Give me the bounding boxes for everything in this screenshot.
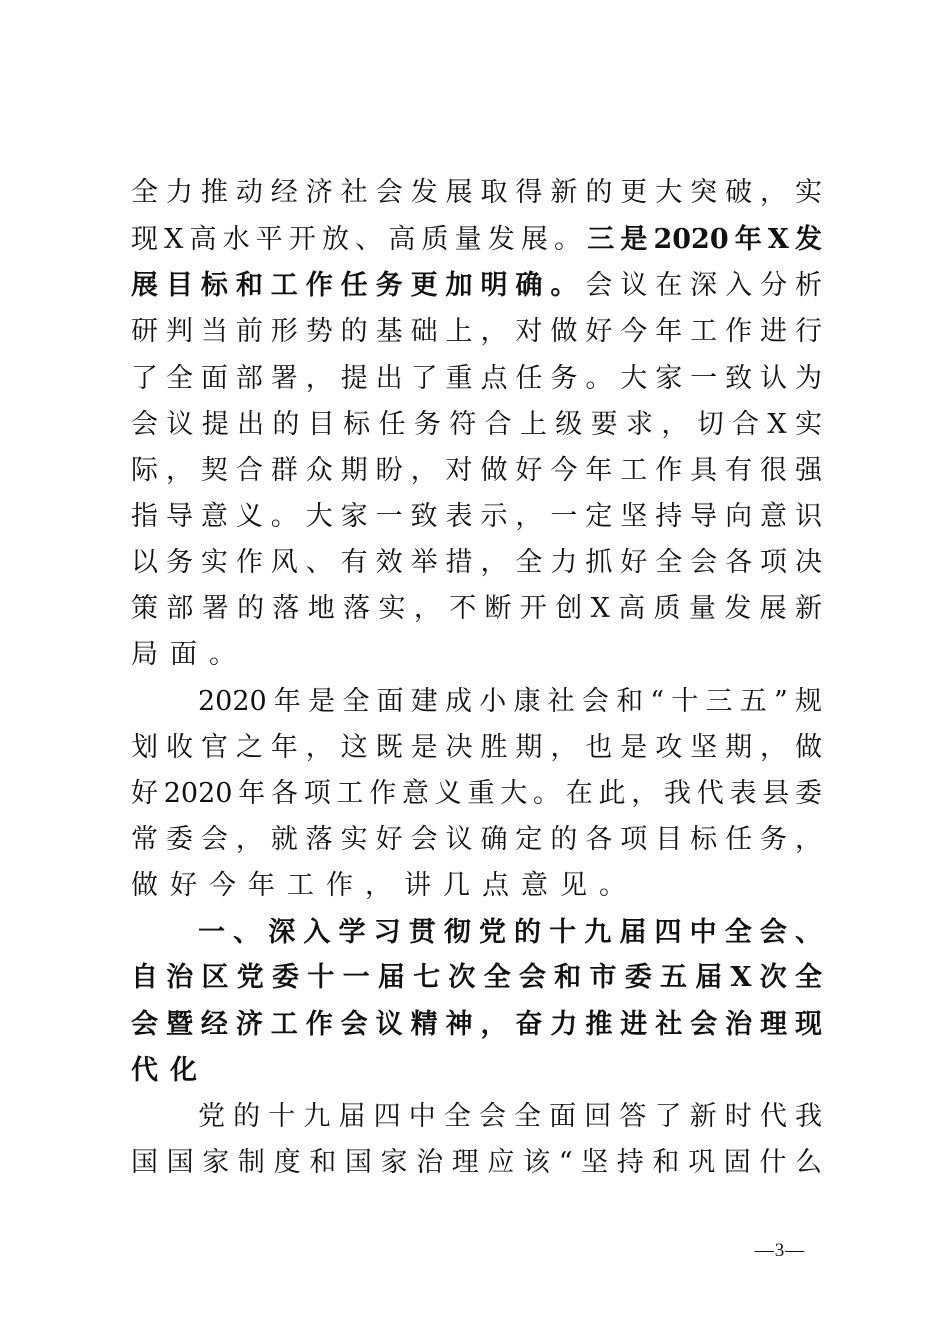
body-text-line: 党的十九届四中全会全面回答了新时代我 <box>198 1101 822 1132</box>
body-text-line: 国国家制度和国家治理应该“坚持和巩固什么 <box>131 1147 822 1178</box>
body-text-line: 2020年是全面建成小康社会和“十三五”规 <box>198 686 822 717</box>
bold-emphasis-text: 三是2020年X发 <box>587 224 822 255</box>
body-text-line <box>131 266 822 306</box>
body-text-line: 研判当前形势的基础上，对做好今年工作进行 <box>131 316 822 347</box>
body-text-line: 划收官之年，这既是决胜期，也是攻坚期，做 <box>131 732 822 763</box>
body-text-line: 指导意义。大家一致表示，一定坚持导向意识 <box>131 501 822 532</box>
section-heading-line: 代化 <box>131 1055 209 1086</box>
body-text-line: 际，契合群众期盼，对做好今年工作具有很强 <box>131 455 822 486</box>
section-heading-line: 自治区党委十一届七次全会和市委五届X次全 <box>131 962 822 993</box>
body-text-line: 常委会，就落实好会议确定的各项目标任务， <box>131 824 822 855</box>
body-text-line: 会议提出的目标任务符合上级要求，切合X实 <box>131 409 822 440</box>
section-heading-line: 会暨经济工作会议精神，奋力推进社会治理现 <box>131 1009 822 1040</box>
body-text-line: 局面。 <box>131 639 248 670</box>
body-text-line: 以务实作风、有效举措，全力抓好全会各项决 <box>131 547 822 578</box>
bold-emphasis-text: 展目标和工作任务更加明确。 <box>131 270 586 301</box>
body-text-line: 好2020年各项工作意义重大。在此，我代表县委 <box>131 778 822 809</box>
body-text-line: 了全面部署，提出了重点任务。大家一致认为 <box>131 363 822 394</box>
body-text-line: 做好今年工作，讲几点意见。 <box>131 870 638 901</box>
body-text-line <box>131 220 822 260</box>
body-text-line: 策部署的落地落实，不断开创X高质量发展新 <box>131 593 822 624</box>
section-heading-line: 一、深入学习贯彻党的十九届四中全会、 <box>198 917 822 948</box>
body-text-line: 全力推动经济社会发展取得新的更大突破，实 <box>131 177 822 208</box>
page-number: —3— <box>754 1240 806 1261</box>
body-text-segment: 现X高水平开放、高质量发展。 <box>131 224 588 255</box>
body-text-segment: 会议在深入分析 <box>585 270 823 301</box>
